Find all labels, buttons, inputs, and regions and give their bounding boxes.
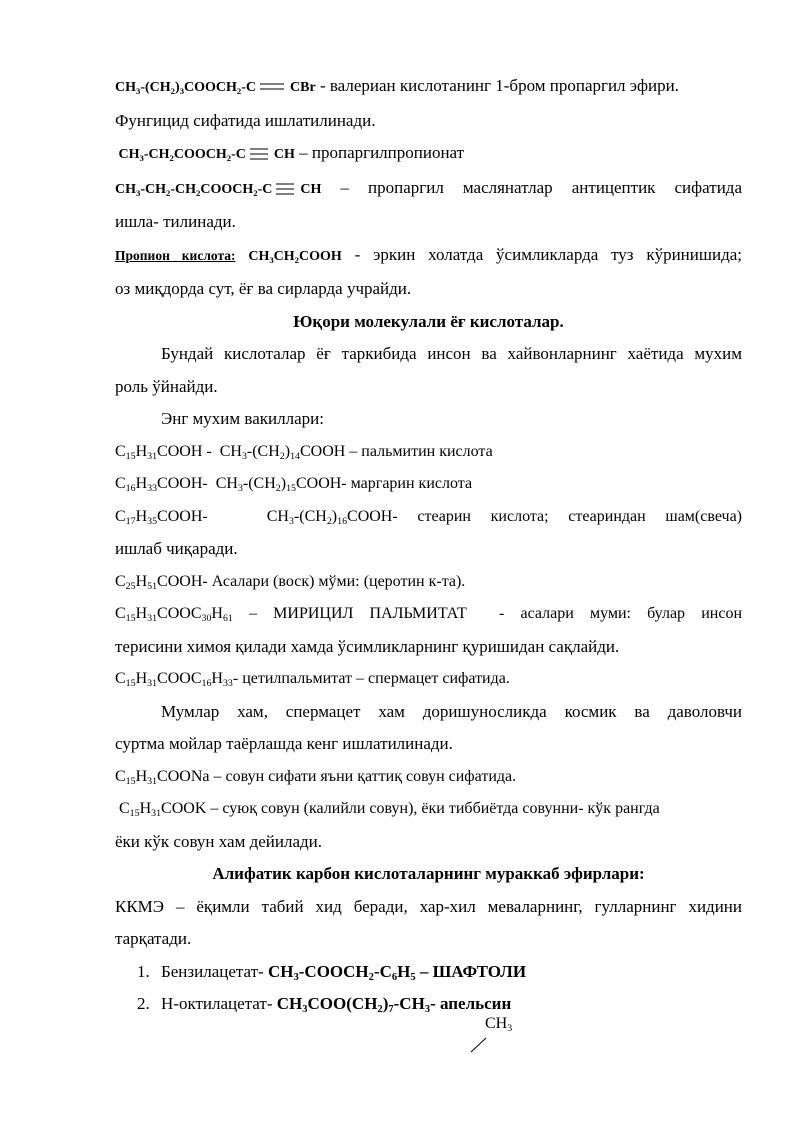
- text-propargylbutyrate: – пропаргил маслянатлар антицептик сифатида: [321, 177, 742, 197]
- text-propionic-occurrence: оз миқдорда сут, ёғ ва сирларда учрайди.: [115, 279, 412, 298]
- text-blue-soap: ёки кўк совун хам дейилади.: [115, 831, 323, 851]
- label-propionic-acid: Пропион кислота:: [115, 247, 236, 263]
- line-valerian-ester: [115, 70, 742, 105]
- paragraph-role-b: роль ўйнайди.: [115, 376, 218, 396]
- list-item: [115, 988, 742, 1021]
- formula-cetyl: $C_{15}H_{31}COOC_{16}H_{33}-$ цетилпальмитат – спермацет сифатида.: [115, 670, 510, 689]
- line-propargylbutyrate: [115, 172, 742, 207]
- formula-margaric: $C_{16}H_{33}COOH-$ $CH_3-(CH_2)_{15}COOH-$ маргарин кислота: [115, 475, 473, 494]
- list-number: 1.: [137, 961, 150, 981]
- formula-ch: CH: [300, 181, 322, 197]
- list-item-label: Бензилацетат-: [161, 961, 268, 981]
- formula-potassium-soap: $C_{15}H_{31}COOK$ – суюқ совун (калийли совун), ёки тиббиётда совунни- кўк рангда: [115, 800, 660, 819]
- text-valerian-desc: - валериан кислотанинг 1-бром пропаргил эфири.: [315, 76, 679, 95]
- formula-benzyl-acetate: $CH_3-COOCH_2-C_6H_5$ – ШАФТОЛИ: [267, 961, 527, 983]
- formula-myricyl: $C_{15}H_{31}COOC_{30}H_{61}$ – МИРИЦИЛ ПАЛЬМИТАТ - асалари муми: булар инсон: [115, 605, 742, 624]
- formula-bromopropargyl-valerate: $CH_3-(CH_2)_3COOCH_2-C$: [115, 80, 257, 96]
- text-myricyl-b: терисини химоя қилади хамда ўсимликларнинг қуришидан сақлайди.: [115, 636, 620, 656]
- text-stearic-b: ишлаб чиқаради.: [115, 539, 238, 558]
- formula-ch: CH: [273, 147, 295, 162]
- triple-bond-icon: [250, 148, 268, 160]
- text-fungicide: Фунгицид сифатида ишлатилинади.: [115, 110, 376, 130]
- text-usage: ишла- тилинади.: [115, 212, 236, 231]
- formula-sodium-soap: $C_{15}H_{31}COONa$ – совун сифати яъни қаттиқ совун сифатида.: [115, 767, 517, 787]
- line-propargylpropionate: [115, 137, 742, 172]
- list-number: 2.: [137, 994, 150, 1013]
- formula-propargylbutyrate: $CH_3-CH_2-CH_2COOCH_2-C$: [115, 181, 273, 198]
- structure-ch3-label: $CH_3$: [485, 1015, 513, 1034]
- list-item-label: Н-октилацетат-: [161, 994, 277, 1013]
- line-propionic-acid: [115, 239, 742, 274]
- paragraph-waxes-b: суртма мойлар таёрлашда кенг ишлатилинади.: [115, 734, 453, 753]
- formula-cerotic: $C_{25}H_{51}COOH-$ Асалари (воск) мўми: (церотин к-та).: [115, 572, 466, 592]
- document-page: [115, 70, 742, 1021]
- text-propargylpropionate: – пропаргилпропионат: [294, 143, 465, 162]
- text-propionic-desc: - эркин холатда ўсимликларда туз кўринишида;: [341, 244, 742, 264]
- paragraph-waxes-a: Мумлар хам, спермацет хам доришуносликда космик ва даволовчи: [161, 701, 742, 721]
- formula-octyl-acetate: $CH_3COO(CH_2)_7-CH_3-$ апельсин: [276, 994, 512, 1015]
- formula-cbr: CBr: [290, 80, 316, 95]
- text-representatives: Энг мухим вакиллари:: [161, 409, 324, 428]
- paragraph-kkme-b: тарқатади.: [115, 929, 192, 948]
- formula-propionic-acid: $CH_3CH_2COOH$: [248, 248, 342, 265]
- formula-stearic: $C_{17}H_{35}COOH-$ $CH_3-(CH_2)_{16}COOH-$ стеарин кислота; стеариндан шам(свеча): [115, 507, 743, 527]
- triple-bond-icon: [276, 183, 294, 195]
- formula-palmitic: $C_{15}H_{31}COOH$ - $CH_3-(CH_2)_{14}COOH$ – пальмитин кислота: [115, 442, 493, 462]
- double-bond-icon: [260, 82, 284, 92]
- bond-line-icon: [470, 1035, 488, 1053]
- heading-esters: Алифатик карбон кислоталарнинг мураккаб эфирлари:: [212, 864, 645, 883]
- formula-propargylpropionate: $CH_3-CH_2COOCH_2-C$: [115, 147, 246, 163]
- paragraph-kkme-a: ККМЭ – ёқимли табий хид беради, хар-хил меваларнинг, гулларнинг хидини: [115, 896, 742, 916]
- heading-fatty-acids: Юқори молекулали ёғ кислоталар.: [293, 311, 564, 331]
- list-item: [115, 956, 742, 989]
- paragraph-role-a: Бундай кислоталар ёғ таркибида инсон ва хайвонларнинг хаётида мухим: [161, 344, 742, 363]
